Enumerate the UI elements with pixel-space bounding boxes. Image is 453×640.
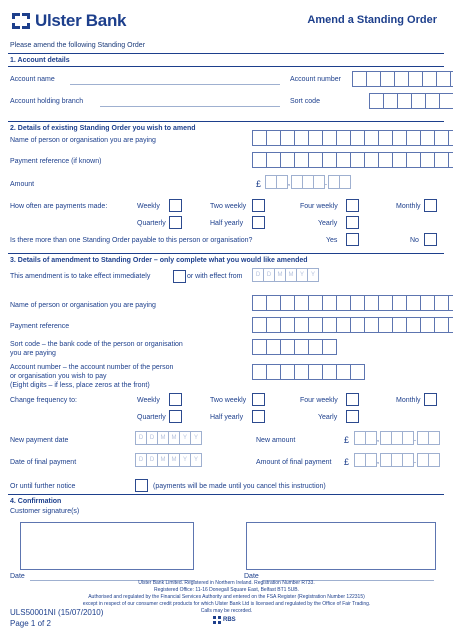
multiple-yes-checkbox[interactable] <box>346 233 359 246</box>
new-date-label: New payment date <box>10 437 69 444</box>
multiple-yes-label: Yes <box>326 237 338 244</box>
multiple-no-label: No <box>410 237 419 244</box>
new-freq-half-yearly-checkbox[interactable] <box>252 410 265 423</box>
rbs-logo <box>213 616 236 624</box>
multiple-order-question: Is there more than one Standing Order payable to this person or organisation? <box>10 237 253 244</box>
freq-yearly-checkbox[interactable] <box>346 216 359 229</box>
existing-reference-label: Payment reference (if known) <box>10 158 102 165</box>
divider <box>8 121 444 122</box>
multiple-no-checkbox[interactable] <box>424 233 437 246</box>
freq-monthly-checkbox[interactable] <box>424 199 437 212</box>
freq-half-yearly-checkbox[interactable] <box>252 216 265 229</box>
legal-line-5: Calls may be recorded. <box>200 608 253 614</box>
immediate-label: This amendment is to take effect immediately <box>10 273 151 280</box>
new-amount-field[interactable]: , . <box>354 431 439 445</box>
new-account-label-2: or organisation you wish to pay <box>10 373 107 380</box>
new-payee-field[interactable] <box>252 295 453 311</box>
new-freq-monthly-label: Monthly <box>396 397 421 404</box>
signature-label: Customer signature(s) <box>10 508 80 515</box>
account-number-label: Account number <box>290 76 341 83</box>
rbs-text: RBS <box>223 617 236 623</box>
currency-symbol: £ <box>256 179 262 189</box>
new-payee-label: Name of person or organisation you are paying <box>10 302 156 309</box>
divider <box>8 66 444 67</box>
section-heading-confirmation: 4. Confirmation <box>10 498 62 505</box>
new-sort-code-label-2: you are paying <box>10 350 56 357</box>
freq-four-weekly-label: Four weekly <box>300 203 338 210</box>
freq-quarterly-label: Quarterly <box>137 220 166 227</box>
until-notice-checkbox[interactable] <box>135 479 148 492</box>
page-title: Amend a Standing Order <box>307 14 437 26</box>
final-amount-label: Amount of final payment <box>256 459 332 466</box>
new-freq-four-weekly-label: Four weekly <box>300 397 338 404</box>
sort-code-field[interactable] <box>369 93 453 109</box>
existing-payee-field[interactable] <box>252 130 453 146</box>
until-notice-note: (payments will be made until you cancel this instruction) <box>153 483 326 490</box>
section-heading-existing: 2. Details of existing Standing Order you wish to amend <box>10 125 196 132</box>
new-account-label: Account number – the account number of the person <box>10 364 174 371</box>
legal-line-3: Authorised and regulated by the Financial Services Authority and entered on the FSA Register (Registration Number 122315) <box>88 594 365 600</box>
new-reference-field[interactable] <box>252 317 453 333</box>
new-freq-weekly-label: Weekly <box>137 397 160 404</box>
brand-logo <box>10 10 126 32</box>
freq-weekly-label: Weekly <box>137 203 160 210</box>
freq-yearly-label: Yearly <box>318 220 338 227</box>
new-freq-two-weekly-checkbox[interactable] <box>252 393 265 406</box>
new-freq-quarterly-checkbox[interactable] <box>169 410 182 423</box>
freq-two-weekly-checkbox[interactable] <box>252 199 265 212</box>
signature-box-2[interactable] <box>246 522 436 570</box>
new-date-field[interactable]: D D M M Y Y <box>135 431 201 445</box>
section-heading-amendment: 3. Details of amendment to Standing Order – only complete what you would like amended <box>10 257 308 264</box>
intro-text: Please amend the following Standing Order <box>10 42 146 49</box>
divider <box>8 53 444 54</box>
new-freq-quarterly-label: Quarterly <box>137 414 166 421</box>
branch-label: Account holding branch <box>10 98 84 105</box>
signature-box-1[interactable] <box>20 522 194 570</box>
new-freq-half-yearly-label: Half yearly <box>210 414 244 421</box>
date-label-1: Date <box>10 573 25 580</box>
new-reference-label: Payment reference <box>10 323 70 330</box>
final-date-field[interactable]: D D M M Y Y <box>135 453 201 467</box>
immediate-checkbox[interactable] <box>173 270 186 283</box>
final-amount-field[interactable]: , . <box>354 453 439 467</box>
new-amount-label: New amount <box>256 437 296 444</box>
date-label-2: Date <box>244 573 259 580</box>
currency-symbol: £ <box>344 435 350 445</box>
divider <box>8 494 444 495</box>
page-number: Page 1 of 2 <box>10 619 51 628</box>
freq-quarterly-checkbox[interactable] <box>169 216 182 229</box>
new-account-label-3: (Eight digits – if less, place zeros at the front) <box>10 382 150 389</box>
existing-amount-field[interactable]: , . <box>265 175 350 189</box>
new-freq-weekly-checkbox[interactable] <box>169 393 182 406</box>
freq-two-weekly-label: Two weekly <box>210 203 247 210</box>
freq-half-yearly-label: Half yearly <box>210 220 244 227</box>
new-account-field[interactable] <box>252 364 364 380</box>
until-notice-label: Or until further notice <box>10 483 76 490</box>
new-freq-four-weekly-checkbox[interactable] <box>346 393 359 406</box>
new-sort-code-label: Sort code – the bank code of the person or organisation <box>10 341 183 348</box>
account-name-field[interactable] <box>70 84 280 85</box>
new-freq-two-weekly-label: Two weekly <box>210 397 247 404</box>
final-date-label: Date of final payment <box>10 459 77 466</box>
new-freq-yearly-checkbox[interactable] <box>346 410 359 423</box>
account-number-field[interactable] <box>352 71 453 87</box>
existing-payee-label: Name of person or organisation you are paying <box>10 137 156 144</box>
with-effect-label: or with effect from <box>187 273 243 280</box>
legal-line-2: Registered Office: 11-16 Donegall Square East, Belfast BT1 5UB. <box>154 587 299 593</box>
new-freq-yearly-label: Yearly <box>318 414 338 421</box>
rbs-logo-icon <box>213 616 221 624</box>
form-code: ULS50001NI (15/07/2010) <box>10 608 104 617</box>
frequency-question: How often are payments made: <box>10 203 108 210</box>
branch-field[interactable] <box>100 106 280 107</box>
new-sort-code-field[interactable] <box>252 339 336 355</box>
brand-name: Ulster Bank <box>35 11 127 30</box>
freq-monthly-label: Monthly <box>396 203 421 210</box>
section-heading-account: 1. Account details <box>10 57 70 64</box>
account-name-label: Account name <box>10 76 55 83</box>
ulster-bank-logo-icon <box>10 11 32 31</box>
freq-weekly-checkbox[interactable] <box>169 199 182 212</box>
divider <box>8 253 444 254</box>
change-frequency-label: Change frequency to: <box>10 397 77 404</box>
freq-four-weekly-checkbox[interactable] <box>346 199 359 212</box>
currency-symbol: £ <box>344 457 350 467</box>
sort-code-label: Sort code <box>290 98 320 105</box>
new-freq-monthly-checkbox[interactable] <box>424 393 437 406</box>
legal-line-4: except in respect of our consumer credit products for which Ulster Bank Ltd is licensed and regulated by the Office of Fair Trading. <box>82 601 371 607</box>
legal-line-1: Ulster Bank Limited. Registered in Northern Ireland. Registration Number R733. <box>138 580 315 586</box>
existing-amount-label: Amount <box>10 181 35 188</box>
effect-date-field[interactable]: D D M M Y Y <box>252 268 318 282</box>
existing-reference-field[interactable] <box>252 152 453 168</box>
